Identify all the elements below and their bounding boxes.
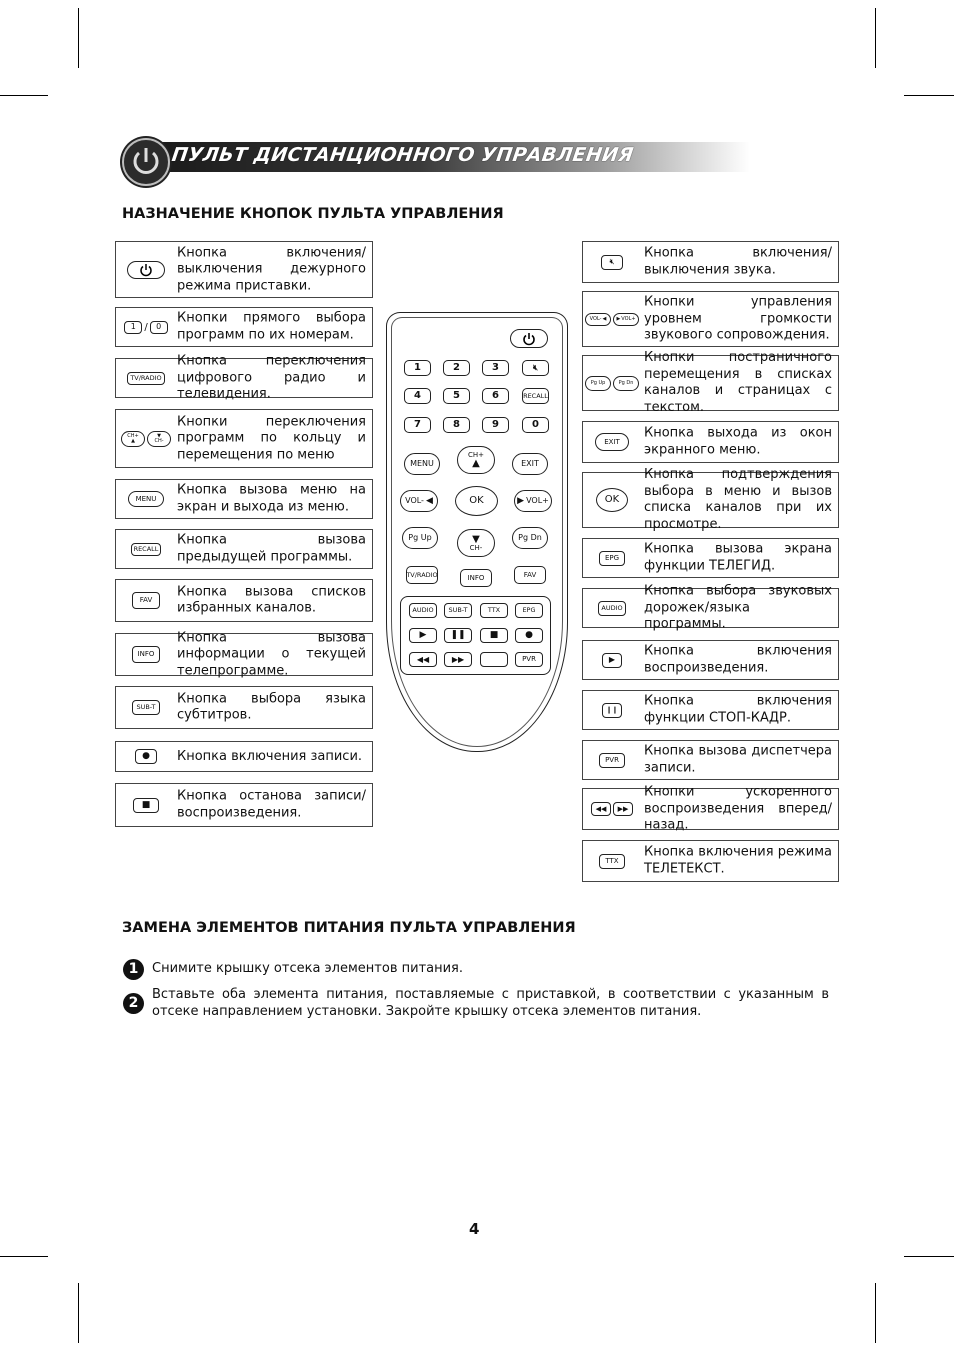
info-key: INFO <box>132 646 160 663</box>
desc-text: Кнопка переключения цифрового радио и телевидения. <box>177 353 366 402</box>
ch-down-icon: ▼ CH- <box>147 431 171 447</box>
button-desc-pvr <box>582 740 839 780</box>
remote-ch-down-icon: ▼ CH- <box>457 529 495 557</box>
button-desc-ttx <box>582 840 839 882</box>
banner-title: ПУЛЬТ ДИСТАНЦИОННОГО УПРАВЛЕНИЯ <box>170 144 635 166</box>
button-desc-fav <box>115 579 373 622</box>
menu-key: MENU <box>128 491 164 507</box>
button-desc-pause <box>582 690 839 730</box>
record-icon: ● <box>135 749 157 764</box>
remote-blank-key <box>480 652 508 667</box>
crop-mark <box>0 95 48 96</box>
desc-text: Кнопка выбора языка субтитров. <box>177 691 366 723</box>
ttx-key: TTX <box>599 854 625 869</box>
digit-one-key: 1 <box>124 321 142 334</box>
remote-record-icon: ● <box>515 628 543 643</box>
remote-info-key: INFO <box>460 569 492 587</box>
remote-key-6: 6 <box>482 388 509 404</box>
step-number-badge: 2 <box>123 993 144 1014</box>
section-banner <box>122 138 752 184</box>
remote-ok-key: OK <box>455 486 498 516</box>
remote-ttx-key: TTX <box>480 603 508 618</box>
remote-key-0: 0 <box>522 417 549 433</box>
vol-plus-label: VOL+ <box>621 315 636 322</box>
button-desc-record <box>115 741 373 772</box>
fastforward-icon: ▶▶ <box>613 802 633 816</box>
remote-key-9: 9 <box>482 417 509 433</box>
tvradio-key: TV/RADIO <box>127 372 164 385</box>
desc-text: Кнопка включения режима ТЕЛЕТЕКСТ. <box>644 844 832 876</box>
step-number-badge: 1 <box>123 959 144 980</box>
remote-power-icon <box>510 329 548 348</box>
remote-vol-up-icon: ▶ VOL+ <box>514 490 552 512</box>
power-logo-icon <box>122 138 170 186</box>
desc-text: Кнопка вызова списков избранных каналов. <box>177 584 366 616</box>
digit-zero-key: 0 <box>150 321 168 334</box>
button-desc-play <box>582 640 839 680</box>
remote-menu-key: MENU <box>404 453 440 475</box>
remote-key-4: 4 <box>404 388 431 404</box>
remote-tvradio-key: TV/RADIO <box>406 566 438 584</box>
slash-glyph: / <box>144 321 148 333</box>
button-desc-tvradio <box>115 353 373 402</box>
desc-text: Кнопка вызова экрана функции ТЕЛЕГИД. <box>644 541 832 573</box>
pgup-key: Pg Up <box>585 376 611 391</box>
remote-vol-minus-label: VOL- <box>405 496 424 505</box>
crop-mark <box>904 1256 954 1257</box>
ch-minus-label: CH- <box>154 437 164 444</box>
desc-text: Кнопка останова записи/воспроизведения. <box>177 788 366 820</box>
vol-up-icon: ▶ VOL+ <box>613 313 639 326</box>
desc-text: Кнопка подтверждения выбора в меню и вызов списка каналов при их просмотре. <box>644 467 832 532</box>
remote-pgup-key: Pg Up <box>402 527 438 549</box>
desc-text: Кнопки управления уровнем громкости звукового сопровождения. <box>644 294 832 343</box>
remote-key-2: 2 <box>443 360 470 376</box>
remote-rewind-icon: ◀◀ <box>409 652 437 667</box>
desc-text: Кнопки постраничного перемещения в списках каналов и страницах с текстом. <box>644 350 832 415</box>
desc-text: Кнопка вызова информации о текущей телепрограмме. <box>177 629 366 678</box>
epg-key: EPG <box>599 551 625 566</box>
desc-text: Кнопка вызова диспетчера записи. <box>644 743 832 775</box>
remote-recall-key: RECALL <box>522 388 549 404</box>
remote-key-3: 3 <box>482 360 509 376</box>
section-heading: ЗАМЕНА ЭЛЕМЕНТОВ ПИТАНИЯ ПУЛЬТА УПРАВЛЕНИЯ <box>122 920 576 936</box>
remote-key-1: 1 <box>404 360 431 376</box>
remote-pvr-key: PVR <box>515 652 543 667</box>
remote-fastforward-icon: ▶▶ <box>444 652 472 667</box>
desc-text: Кнопка включения записи. <box>177 748 363 764</box>
remote-ch-minus-label: CH- <box>469 543 483 552</box>
remote-vol-plus-label: VOL+ <box>526 496 549 505</box>
audio-key: AUDIO <box>598 601 625 616</box>
recall-key: RECALL <box>131 543 162 556</box>
remote-pause-icon: ❚❚ <box>444 628 472 643</box>
section-heading: НАЗНАЧЕНИЕ КНОПОК ПУЛЬТА УПРАВЛЕНИЯ <box>122 206 504 222</box>
button-desc-stop <box>115 783 373 827</box>
desc-text: Кнопка включения/выключения звука. <box>644 245 832 277</box>
power-icon <box>127 261 165 279</box>
button-desc-exit <box>582 421 839 463</box>
page-number: 4 <box>469 1220 480 1238</box>
remote-stop-icon: ■ <box>480 628 508 643</box>
button-desc-digits <box>115 307 373 347</box>
button-desc-recall <box>115 529 373 569</box>
desc-text: Кнопки прямого выбора программ по их номерам. <box>177 310 366 342</box>
button-desc-subt <box>115 686 373 729</box>
remote-vol-down-icon: VOL- ◀ <box>400 490 438 512</box>
mute-icon: 🔇︎ <box>601 255 623 270</box>
button-desc-power <box>115 241 373 298</box>
remote-key-7: 7 <box>404 417 431 433</box>
button-desc-ok <box>582 467 839 532</box>
desc-text: Кнопка включения воспроизведения. <box>644 643 832 675</box>
button-desc-seek <box>582 784 839 833</box>
pause-icon: ❙❙ <box>602 703 622 718</box>
exit-key: EXIT <box>595 433 629 451</box>
desc-text: Кнопка включения функции СТОП-КАДР. <box>644 693 832 725</box>
crop-mark <box>78 8 79 68</box>
crop-mark <box>875 8 876 68</box>
remote-fav-key: FAV <box>514 566 546 584</box>
remote-subt-key: SUB-T <box>444 603 472 618</box>
desc-text: Кнопка вызова предыдущей программы. <box>177 532 366 564</box>
remote-audio-key: AUDIO <box>409 603 437 618</box>
button-desc-epg <box>582 538 839 578</box>
desc-text: Кнопка вызова меню на экран и выхода из меню. <box>177 482 366 514</box>
remote-pgdn-key: Pg Dn <box>512 527 548 549</box>
button-desc-channel <box>115 409 373 468</box>
desc-text: Кнопка включения/выключения дежурного режима приставки. <box>177 244 366 293</box>
button-desc-menu <box>115 479 373 519</box>
ch-up-icon: CH+ ▲ <box>121 431 145 447</box>
stop-icon: ■ <box>133 798 159 813</box>
rewind-icon: ◀◀ <box>591 802 611 816</box>
remote-epg-key: EPG <box>515 603 543 618</box>
crop-mark <box>875 1283 876 1343</box>
desc-text: Кнопка выбора звуковых дорожек/языка программы. <box>644 583 832 632</box>
remote-ch-up-icon: CH+ ▲ <box>457 446 495 474</box>
button-desc-volume <box>582 291 839 347</box>
crop-mark <box>78 1283 79 1343</box>
fav-key: FAV <box>132 592 160 609</box>
remote-exit-key: EXIT <box>512 453 548 475</box>
remote-play-icon: ▶ <box>409 628 437 643</box>
button-desc-info <box>115 629 373 678</box>
play-icon: ▶ <box>602 653 622 668</box>
crop-mark <box>0 1256 48 1257</box>
subt-key: SUB-T <box>132 700 160 715</box>
step-text: Вставьте оба элемента питания, поставляемые с приставкой, в соответствии с указанным в отсеке направлением установки. Закройте крышку отсека элементов питания. <box>152 987 829 1019</box>
ok-key: OK <box>596 488 628 512</box>
remote-mute-icon: 🔇︎ <box>522 360 549 376</box>
button-desc-audio <box>582 583 839 632</box>
button-desc-mute <box>582 241 839 283</box>
desc-text: Кнопки переключения программ по кольцу и перемещения по меню <box>177 413 366 462</box>
remote-key-5: 5 <box>443 388 470 404</box>
button-desc-paging <box>582 350 839 415</box>
remote-key-8: 8 <box>443 417 470 433</box>
ch-plus-label: CH+ <box>127 432 139 439</box>
remote-ch-plus-label: CH+ <box>467 450 485 459</box>
pvr-key: PVR <box>599 753 625 768</box>
pgdn-key: Pg Dn <box>613 376 639 391</box>
crop-mark <box>904 95 954 96</box>
desc-text: Кнопки ускоренного воспроизведения вперед/назад. <box>644 784 832 833</box>
step-text: Снимите крышку отсека элементов питания. <box>152 961 464 976</box>
desc-text: Кнопка выхода из окон экранного меню. <box>644 425 832 457</box>
vol-minus-label: VOL- <box>589 315 602 322</box>
vol-down-icon: VOL- ◀ <box>585 313 611 326</box>
